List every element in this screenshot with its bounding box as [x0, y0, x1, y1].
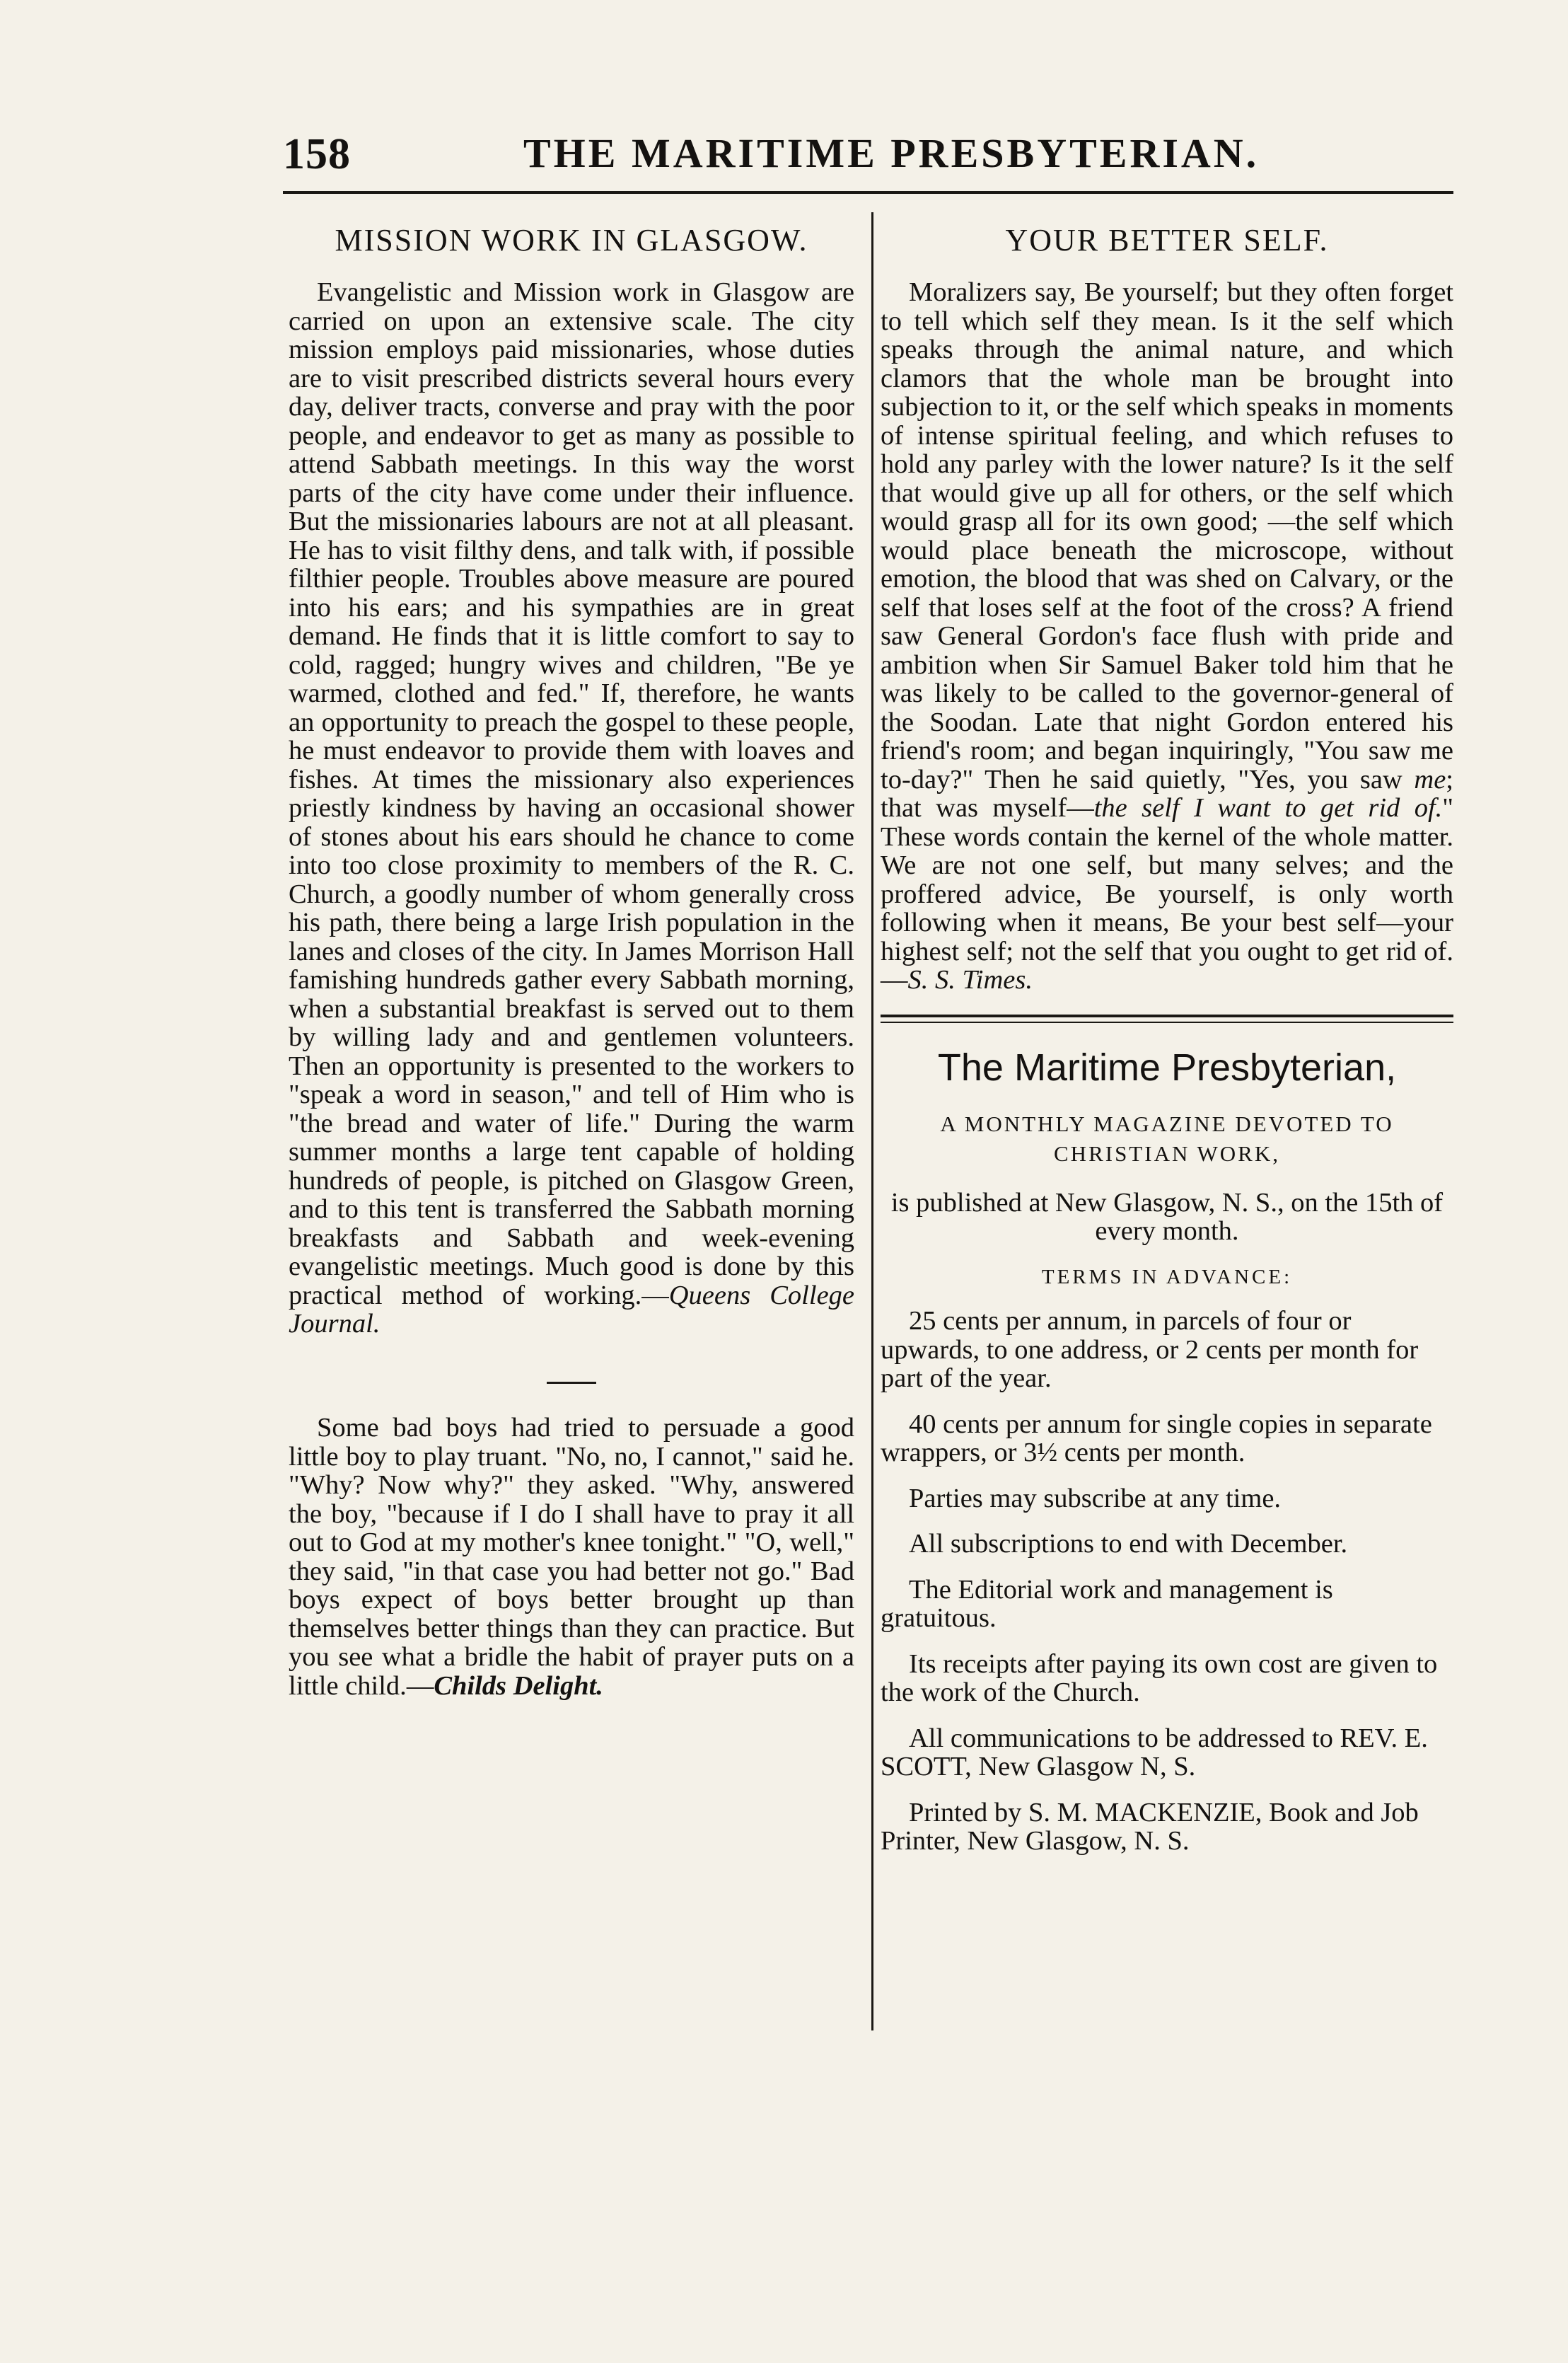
article-body-text: " These words contain the kernel of the whole matter. We are not one self, but many selves; and the proffered advice, Be yourself, is only worth following when it means, Be your best self—your highest self; not the self that you ought to get rid of.—	[881, 793, 1453, 995]
notice-divider	[881, 1015, 1453, 1023]
running-title: THE MARITIME PRESBYTERIAN.	[523, 130, 1260, 176]
article-better-self	[881, 223, 1453, 995]
article-source: S. S. Times.	[907, 965, 1033, 995]
article-body	[881, 278, 1453, 995]
right-column	[881, 223, 1453, 1873]
page-number: 158	[283, 130, 351, 178]
article-title: YOUR BETTER SELF.	[1005, 223, 1329, 258]
article-title: MISSION WORK IN GLASGOW.	[335, 223, 808, 258]
publication-info: is published at New Glasgow, N. S., on the 15th of every month.	[890, 1187, 1444, 1246]
article-mission-work	[289, 223, 854, 1339]
terms-item: 25 cents per annum, in parcels of four or upwards, to one address, or 2 cents per month for part of the year.	[881, 1306, 1419, 1393]
terms-item: Parties may subscribe at any time.	[909, 1483, 1282, 1513]
column-divider	[871, 212, 873, 2030]
article-body-text: Some bad boys had tried to persuade a good little boy to play truant. "No, no, I cannot," said he. "Why? Now why?" they asked. "Why, answered the boy, "because if I do I shall have to pray it all out to God at my mother's knee tonight." "O, well," they said, "in that case you had better not go." Bad boys expect of boys better brought up than themselves better things than they can practice. But you see what a bridle the habit of prayer puts on a little child.	[289, 1413, 854, 1701]
terms-item: Printed by S. M. MACKENZIE, Book and Job Printer, New Glasgow, N. S.	[881, 1797, 1419, 1856]
page-header	[283, 124, 1457, 187]
emphasis-text: me	[1414, 764, 1446, 795]
terms-item: 40 cents per annum for single copies in separate wrappers, or 3½ cents per month.	[881, 1409, 1432, 1467]
terms-item: Its receipts after paying its own cost are given to the work of the Church.	[881, 1648, 1438, 1707]
article-body-text: Moralizers say, Be yourself; but they often forget to tell which self they mean. Is it the self which speaks through the animal nature, and which clamors that the whole man be brought into subjection to it, or the self which speaks in moments of intense spiritual feeling, and which refuses to hold any parley with the lower nature? Is it the self that would give up all for others, or the self which would grasp all for its own good; —the self which would place beneath the microscope, without emotion, the blood that was shed on Calvary, or the self that loses self at the foot of the cross? A friend saw General Gordon's face flush with pride and ambition when Sir Samuel Baker told him that he was likely to be called to the governor-general of the Soodan. Late that night Gordon entered his friend's room; and began inquiringly, "You saw me to-day?" Then he said quietly, "Yes, you saw	[881, 277, 1453, 795]
article-body-text: ; that was myself—	[881, 764, 1453, 823]
emphasis-text: the self I want to get rid of.	[1093, 793, 1443, 823]
terms-item: The Editorial work and management is gratuitous.	[881, 1574, 1333, 1633]
article-body: Evangelistic and Mission work in Glasgow are carried on upon an extensive scale. The city mission employs paid missionaries, whose duties are to visit prescribed districts several hours every day, deliver tracts, converse and pray with the poor people, and endeavor to get as many as possible to attend Sabbath meetings. In this way the worst parts of the city have come under their influence. But the missionaries labours are not at all pleasant. He has to visit filthy dens, and talk with, if possible filthier people. Troubles above measure are poured into his ears; and his sympathies are in great demand. He finds that it is little comfort to say to cold, ragged; hungry wives and children, "Be ye warmed, clothed and fed." If, therefore, he wants an opportunity to preach the gospel to these people, he must endeavor to provide them with loaves and fishes. At times the missionary also experiences priestly kindness by having an occasional shower of stones about his ears should he chance to come into too close proximity to members of the R. C. Church, a goodly number of whom generally cross his path, there being a large Irish population in the lanes and closes of the city. In James Morrison Hall famishing hundreds gather every Sabbath morning, when a substantial breakfast is served out to them by willing lady and and gentlemen volunteers. Then an opportunity is presented to the workers to "speak a word in season," and tell of Him who is "the bread and water of life." During the warm summer months a large tent capable of holding hundreds of people, is pitched on Glasgow Green, and to this tent is transferred the Sabbath morning breakfasts and Sabbath and week-evening evangelistic meetings. Much good is done by this practical method of working.—Queens College Journal.	[289, 277, 854, 1339]
terms-item: All subscriptions to end with December.	[909, 1529, 1348, 1559]
article-source: Queens College Journal.	[289, 1280, 854, 1339]
section-divider	[289, 1361, 854, 1390]
notice-subtitle: A MONTHLY MAGAZINE DEVOTED TO CHRISTIAN WORK,	[940, 1111, 1394, 1166]
terms-item: All communications to be addressed to REV. E. SCOTT, New Glasgow N, S.	[881, 1723, 1428, 1781]
header-rule	[283, 191, 1453, 194]
article-bad-boys	[289, 1414, 854, 1700]
publisher-notice	[881, 1044, 1453, 1856]
terms-heading: TERMS IN ADVANCE:	[1041, 1265, 1293, 1288]
notice-title: The Maritime Presbyterian,	[937, 1046, 1397, 1089]
article-body-text: Evangelistic and Mission work in Glasgow are carried on upon an extensive scale. The city mission employs paid missionaries, whose duties are to visit prescribed districts several hours every day, deliver tracts, converse and pray with the poor people, and endeavor to get as many as possible to attend Sabbath meetings. In this way the worst parts of the city have come under their influence. But the missionaries labours are not at all pleasant. He has to visit filthy dens, and talk with, if possible filthier people. Troubles above measure are poured into his ears; and his sympathies are in great demand. He finds that it is little comfort to say to cold, ragged; hungry wives and children, "Be ye warmed, clothed and fed." If, therefore, he wants an opportunity to preach the gospel to these people, he must endeavor to provide them with loaves and fishes. At times the missionary also experiences priestly kindness by having an occasional shower of stones about his ears should he chance to come into too close proximity to members of the R. C. Church, a goodly number of whom generally cross his path, there being a large Irish population in the lanes and closes of the city. In James Morrison Hall famishing hundreds gather every Sabbath morning, when a substantial breakfast is served out to them by willing lady and and gentlemen volunteers. Then an opportunity is presented to the workers to "speak a word in season," and tell of Him who is "the bread and water of life." During the warm summer months a large tent capable of holding hundreds of people, is pitched on Glasgow Green, and to this tent is transferred the Sabbath morning breakfasts and Sabbath and week-evening evangelistic meetings. Much good is done by this practical method of working.	[289, 277, 854, 1310]
article-source: Childs Delight.	[434, 1670, 603, 1701]
article-body: Some bad boys had tried to persuade a good little boy to play truant. "No, no, I cannot," said he. "Why? Now why?" they asked. "Why, answered the boy, "because if I do I shall have to pray it all out to God at my mother's knee tonight." "O, well," they said, "in that case you had better not go." Bad boys expect of boys better brought up than themselves better things than they can practice. But you see what a bridle the habit of prayer puts on a little child.—Childs Delight.	[289, 1413, 854, 1701]
left-column	[289, 223, 854, 1700]
